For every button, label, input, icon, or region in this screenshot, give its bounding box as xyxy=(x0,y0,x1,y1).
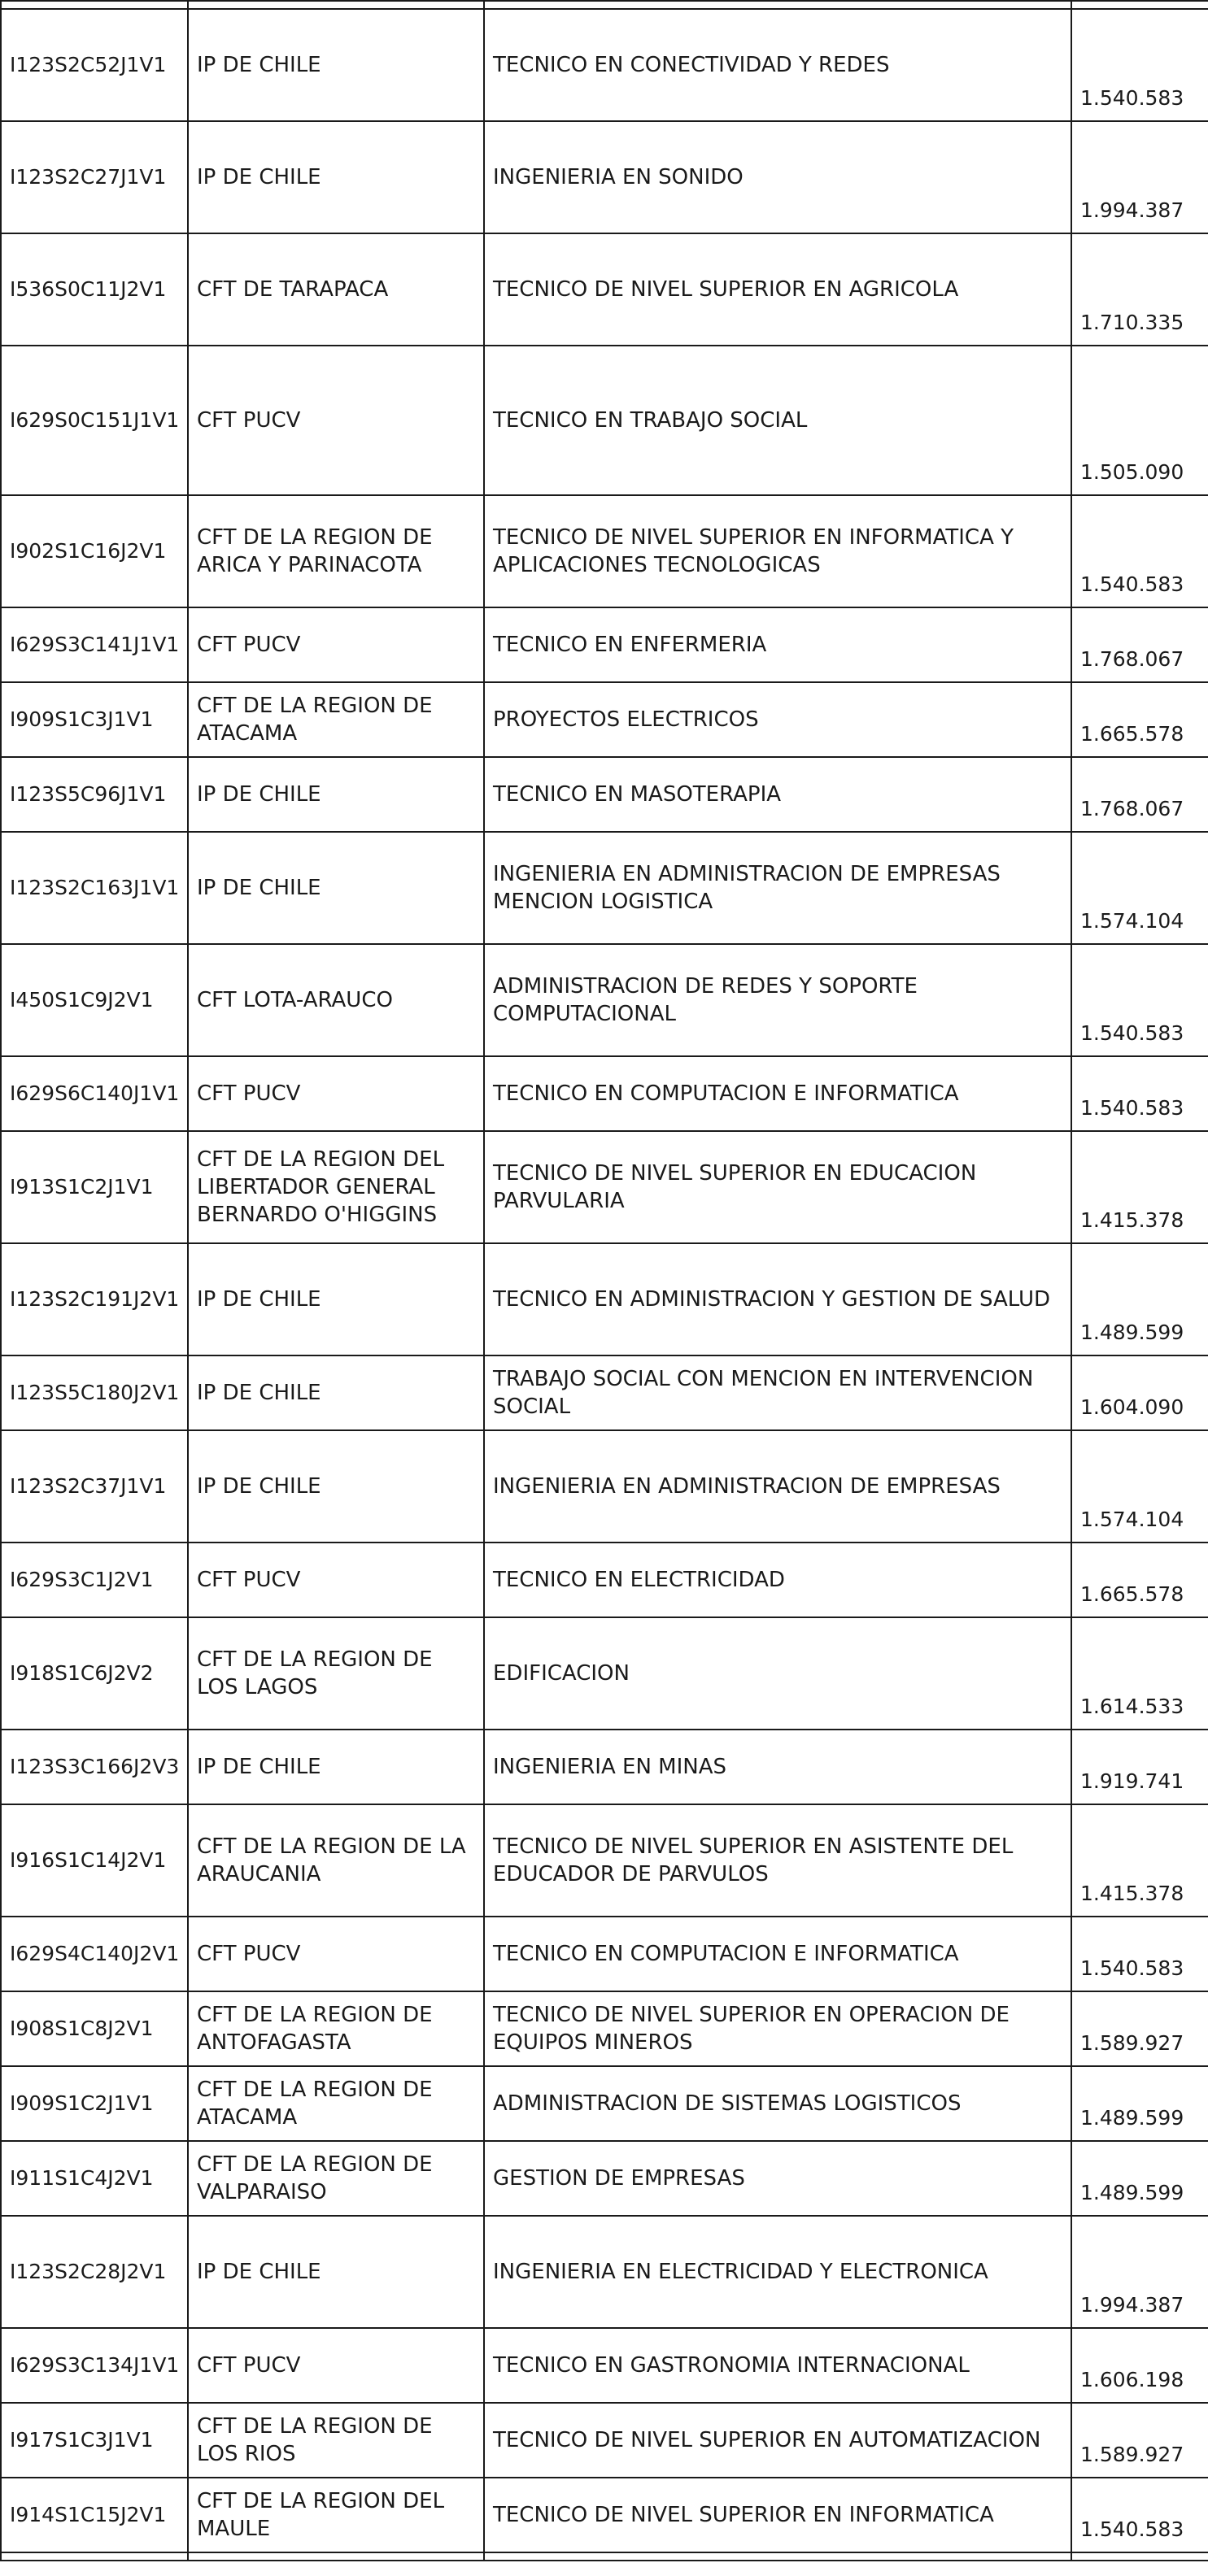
table-row xyxy=(1,233,1208,346)
code-cell: I908S1C8J2V1 xyxy=(1,1991,188,2066)
table-row xyxy=(1,121,1208,233)
program-cell: TECNICO EN ELECTRICIDAD xyxy=(484,1543,1071,1617)
program-cell: EDIFICACION xyxy=(484,1617,1071,1730)
institution-cell: CFT DE LA REGION DE VALPARAISO xyxy=(188,2141,484,2216)
table-row xyxy=(1,495,1208,607)
table-row xyxy=(1,2328,1208,2403)
code-cell: I536S0C11J2V1 xyxy=(1,233,188,346)
institution-cell: CFT DE LA REGION DE LA ARAUCANIA xyxy=(188,1804,484,1917)
table-row-bottom-stub xyxy=(1,2552,1208,2561)
program-cell: TECNICO EN ENFERMERIA xyxy=(484,607,1071,682)
institution-cell: IP DE CHILE xyxy=(188,2216,484,2328)
institution-cell: IP DE CHILE xyxy=(188,1355,484,1430)
institution-cell: IP DE CHILE xyxy=(188,832,484,944)
institution-cell: CFT PUCV xyxy=(188,1917,484,1991)
amount-cell: 1.589.927 xyxy=(1071,2403,1208,2478)
amount-cell: 1.540.583 xyxy=(1071,9,1208,121)
code-cell: I629S3C1J2V1 xyxy=(1,1543,188,1617)
code-cell: I450S1C9J2V1 xyxy=(1,944,188,1056)
code-cell: I123S5C96J1V1 xyxy=(1,757,188,832)
program-cell: INGENIERIA EN SONIDO xyxy=(484,121,1071,233)
code-cell: I123S2C37J1V1 xyxy=(1,1430,188,1543)
institution-cell: IP DE CHILE xyxy=(188,1243,484,1355)
institution-cell: IP DE CHILE xyxy=(188,121,484,233)
table-row xyxy=(1,832,1208,944)
program-cell: TECNICO DE NIVEL SUPERIOR EN AGRICOLA xyxy=(484,233,1071,346)
amount-cell: 1.415.378 xyxy=(1071,1131,1208,1243)
institution-cell: CFT DE LA REGION DE LOS RIOS xyxy=(188,2403,484,2478)
amount-cell: 1.574.104 xyxy=(1071,832,1208,944)
table-cell xyxy=(188,2552,484,2561)
code-cell: I902S1C16J2V1 xyxy=(1,495,188,607)
table-row xyxy=(1,1056,1208,1131)
table-row xyxy=(1,9,1208,121)
code-cell: I911S1C4J2V1 xyxy=(1,2141,188,2216)
table-row xyxy=(1,2216,1208,2328)
table-row xyxy=(1,1355,1208,1430)
code-cell: I629S6C140J1V1 xyxy=(1,1056,188,1131)
amount-cell: 1.540.583 xyxy=(1071,495,1208,607)
code-cell: I629S4C140J2V1 xyxy=(1,1917,188,1991)
institution-cell: IP DE CHILE xyxy=(188,1430,484,1543)
table-row xyxy=(1,2478,1208,2552)
amount-cell: 1.574.104 xyxy=(1071,1430,1208,1543)
code-cell: I916S1C14J2V1 xyxy=(1,1804,188,1917)
amount-cell: 1.540.583 xyxy=(1071,1917,1208,1991)
program-cell: TECNICO EN COMPUTACION E INFORMATICA xyxy=(484,1917,1071,1991)
amount-cell: 1.589.927 xyxy=(1071,1991,1208,2066)
institution-cell: CFT DE LA REGION DE ANTOFAGASTA xyxy=(188,1991,484,2066)
institution-cell: CFT DE LA REGION DE LOS LAGOS xyxy=(188,1617,484,1730)
institution-cell: CFT DE LA REGION DEL MAULE xyxy=(188,2478,484,2552)
amount-cell: 1.665.578 xyxy=(1071,682,1208,757)
institution-cell: CFT LOTA-ARAUCO xyxy=(188,944,484,1056)
institution-cell: CFT PUCV xyxy=(188,607,484,682)
program-cell: INGENIERIA EN ADMINISTRACION DE EMPRESAS xyxy=(484,1430,1071,1543)
amount-cell: 1.994.387 xyxy=(1071,2216,1208,2328)
table-cell xyxy=(1071,1,1208,9)
code-cell: I123S2C191J2V1 xyxy=(1,1243,188,1355)
amount-cell: 1.606.198 xyxy=(1071,2328,1208,2403)
code-cell: I914S1C15J2V1 xyxy=(1,2478,188,2552)
code-cell: I918S1C6J2V2 xyxy=(1,1617,188,1730)
program-cell: TECNICO DE NIVEL SUPERIOR EN INFORMATICA Y APLICACIONES TECNOLOGICAS xyxy=(484,495,1071,607)
amount-cell: 1.489.599 xyxy=(1071,2141,1208,2216)
code-cell: I123S2C28J2V1 xyxy=(1,2216,188,2328)
table-row xyxy=(1,2066,1208,2141)
code-cell: I629S0C151J1V1 xyxy=(1,346,188,495)
program-cell: TECNICO DE NIVEL SUPERIOR EN AUTOMATIZACION xyxy=(484,2403,1071,2478)
table-cell xyxy=(484,2552,1071,2561)
institution-cell: IP DE CHILE xyxy=(188,1730,484,1804)
institution-cell: IP DE CHILE xyxy=(188,9,484,121)
code-cell: I909S1C3J1V1 xyxy=(1,682,188,757)
amount-cell: 1.540.583 xyxy=(1071,944,1208,1056)
amount-cell: 1.489.599 xyxy=(1071,2066,1208,2141)
code-cell: I123S5C180J2V1 xyxy=(1,1355,188,1430)
table-cell xyxy=(1071,2552,1208,2561)
code-cell: I123S3C166J2V3 xyxy=(1,1730,188,1804)
table-row xyxy=(1,944,1208,1056)
code-cell: I123S2C27J1V1 xyxy=(1,121,188,233)
table-cell xyxy=(188,1,484,9)
amount-cell: 1.489.599 xyxy=(1071,1243,1208,1355)
institution-cell: CFT PUCV xyxy=(188,2328,484,2403)
institution-cell: CFT PUCV xyxy=(188,1056,484,1131)
amount-cell: 1.540.583 xyxy=(1071,2478,1208,2552)
program-cell: TECNICO DE NIVEL SUPERIOR EN ASISTENTE DEL EDUCADOR DE PARVULOS xyxy=(484,1804,1071,1917)
program-cell: TECNICO EN CONECTIVIDAD Y REDES xyxy=(484,9,1071,121)
table-cell xyxy=(1,1,188,9)
code-cell: I629S3C141J1V1 xyxy=(1,607,188,682)
table-row xyxy=(1,1430,1208,1543)
program-cell: GESTION DE EMPRESAS xyxy=(484,2141,1071,2216)
code-cell: I629S3C134J1V1 xyxy=(1,2328,188,2403)
amount-cell: 1.994.387 xyxy=(1071,121,1208,233)
program-cell: ADMINISTRACION DE REDES Y SOPORTE COMPUTACIONAL xyxy=(484,944,1071,1056)
table-cell xyxy=(484,1,1071,9)
amount-cell: 1.665.578 xyxy=(1071,1543,1208,1617)
code-cell: I123S2C163J1V1 xyxy=(1,832,188,944)
institution-cell: CFT DE LA REGION DE ATACAMA xyxy=(188,682,484,757)
program-cell: TECNICO EN ADMINISTRACION Y GESTION DE SALUD xyxy=(484,1243,1071,1355)
table-row xyxy=(1,1804,1208,1917)
program-cell: ADMINISTRACION DE SISTEMAS LOGISTICOS xyxy=(484,2066,1071,2141)
table-body xyxy=(1,1,1208,2561)
program-cell: TECNICO DE NIVEL SUPERIOR EN EDUCACION PARVULARIA xyxy=(484,1131,1071,1243)
table-row-top-stub xyxy=(1,1,1208,9)
institution-cell: CFT PUCV xyxy=(188,1543,484,1617)
program-cell: TECNICO DE NIVEL SUPERIOR EN OPERACION DE EQUIPOS MINEROS xyxy=(484,1991,1071,2066)
institution-cell: CFT DE LA REGION DE ARICA Y PARINACOTA xyxy=(188,495,484,607)
amount-cell: 1.540.583 xyxy=(1071,1056,1208,1131)
table-row xyxy=(1,346,1208,495)
program-cell: INGENIERIA EN ADMINISTRACION DE EMPRESAS MENCION LOGISTICA xyxy=(484,832,1071,944)
code-cell: I909S1C2J1V1 xyxy=(1,2066,188,2141)
program-cell: TECNICO DE NIVEL SUPERIOR EN INFORMATICA xyxy=(484,2478,1071,2552)
table-row xyxy=(1,2403,1208,2478)
table-row xyxy=(1,757,1208,832)
program-cell: TECNICO EN TRABAJO SOCIAL xyxy=(484,346,1071,495)
institution-cell: CFT DE LA REGION DE ATACAMA xyxy=(188,2066,484,2141)
code-cell: I123S2C52J1V1 xyxy=(1,9,188,121)
amount-cell: 1.505.090 xyxy=(1071,346,1208,495)
table-row xyxy=(1,1991,1208,2066)
table-row xyxy=(1,1543,1208,1617)
code-cell: I913S1C2J1V1 xyxy=(1,1131,188,1243)
amount-cell: 1.919.741 xyxy=(1071,1730,1208,1804)
institution-cell: CFT PUCV xyxy=(188,346,484,495)
amount-cell: 1.768.067 xyxy=(1071,757,1208,832)
institution-cell: IP DE CHILE xyxy=(188,757,484,832)
institution-cell: CFT DE LA REGION DEL LIBERTADOR GENERAL BERNARDO O'HIGGINS xyxy=(188,1131,484,1243)
table-row xyxy=(1,2141,1208,2216)
amount-cell: 1.614.533 xyxy=(1071,1617,1208,1730)
program-cell: INGENIERIA EN ELECTRICIDAD Y ELECTRONICA xyxy=(484,2216,1071,2328)
table-row xyxy=(1,1617,1208,1730)
amount-cell: 1.415.378 xyxy=(1071,1804,1208,1917)
table-row xyxy=(1,1243,1208,1355)
amount-cell: 1.710.335 xyxy=(1071,233,1208,346)
program-cell: PROYECTOS ELECTRICOS xyxy=(484,682,1071,757)
table-cell xyxy=(1,2552,188,2561)
table-row xyxy=(1,1131,1208,1243)
program-cell: TECNICO EN COMPUTACION E INFORMATICA xyxy=(484,1056,1071,1131)
program-cell: TECNICO EN GASTRONOMIA INTERNACIONAL xyxy=(484,2328,1071,2403)
amount-cell: 1.604.090 xyxy=(1071,1355,1208,1430)
table-row xyxy=(1,682,1208,757)
table-row xyxy=(1,607,1208,682)
code-cell: I917S1C3J1V1 xyxy=(1,2403,188,2478)
program-cell: INGENIERIA EN MINAS xyxy=(484,1730,1071,1804)
table-row xyxy=(1,1917,1208,1991)
institution-cell: CFT DE TARAPACA xyxy=(188,233,484,346)
program-cell: TECNICO EN MASOTERAPIA xyxy=(484,757,1071,832)
program-cell: TRABAJO SOCIAL CON MENCION EN INTERVENCION SOCIAL xyxy=(484,1355,1071,1430)
table-row xyxy=(1,1730,1208,1804)
amount-cell: 1.768.067 xyxy=(1071,607,1208,682)
